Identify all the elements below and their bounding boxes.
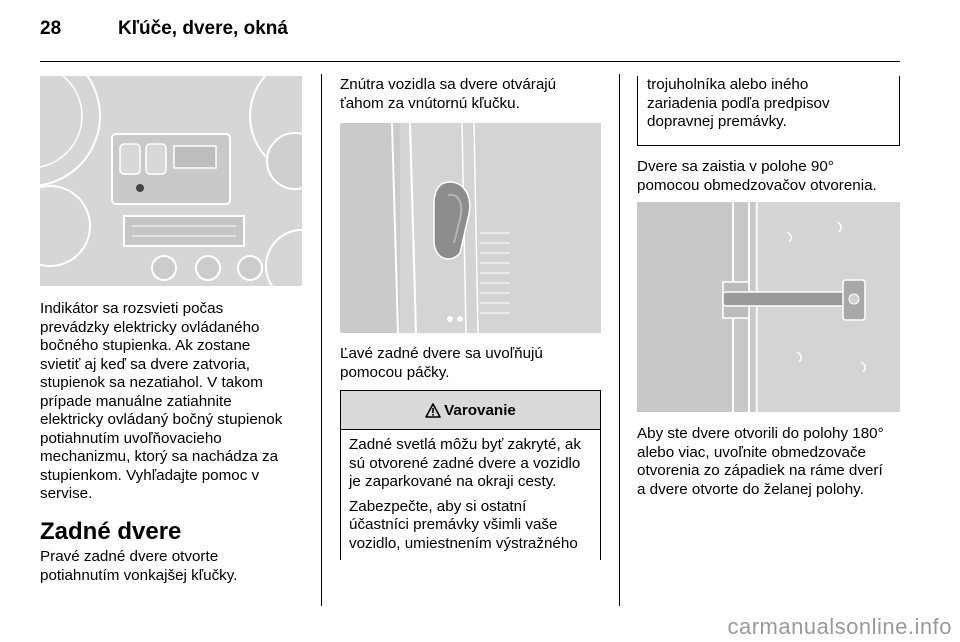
dashboard-illustration [40,76,302,286]
warning-paragraph-1: Zadné svetlá môžu byť zakryté, ak sú otvorené zadné dvere a vozidlo je zaparkované na okraji cesty. [349,436,581,490]
warning-continued-box: trojuholníka alebo iného zariadenia podľa predpisov dopravnej premávky. [637,76,900,146]
middle-paragraph-inside-handle: Znútra vozidla sa dvere otvárajú ťahom za vnútornú kľučku. [340,76,557,112]
door-limiter-drawing [637,202,900,412]
watermark: carmanualsonline.info [727,614,952,639]
warning-triangle-icon [425,403,441,418]
middle-paragraph-left-door: Ľavé zadné dvere sa uvoľňujú pomocou páčky. [340,345,543,381]
page-number: 28 [40,18,62,39]
right-paragraph-open-180: Aby ste dvere otvorili do polohy 180° alebo viac, uvoľnite obmedzovače otvorenia zo západiek na ráme dverí a dvere otvorte do želanej polohy. [637,425,884,498]
column-divider-right [619,74,620,606]
header-rule [40,61,900,62]
door-limiter-illustration [637,202,900,412]
warning-box [340,390,601,560]
warning-body [341,430,600,553]
inside-handle-drawing [340,123,601,333]
left-paragraph-indicator: Indikátor sa rozsvieti počas prevádzky elektricky ovládaného bočného stupienka. Ak zostane svietiť aj keď sa dvere zatvoria, stupienok sa nezatiahol. V takom prípade manuálne zatiahnite elektricky ovládaný bočný stupienok potiahnutím uvoľňovacieho mechanizmu, ktorý sa nachádza za stupienkom. Vyhľadajte pomoc v servise. [40,300,283,502]
section-heading-rear-doors: Zadné dvere [40,518,182,545]
left-paragraph-right-door: Pravé zadné dvere otvorte potiahnutím vonkajšej kľučky. [40,548,238,584]
column-divider-left [321,74,322,606]
page-title: Kľúče, dvere, okná [118,18,288,39]
page-header [40,18,288,40]
warning-header [341,391,600,430]
warning-paragraph-2: Zabezpečte, aby si ostatní účastníci premávky všimli vaše vozidlo, umiestnením výstražného [349,497,578,552]
warning-title: Varovanie [444,401,516,419]
inside-handle-illustration [340,123,601,333]
dashboard-drawing [40,76,302,286]
right-paragraph-limiter: Dvere sa zaistia v polohe 90° pomocou obmedzovačov otvorenia. [637,158,877,194]
